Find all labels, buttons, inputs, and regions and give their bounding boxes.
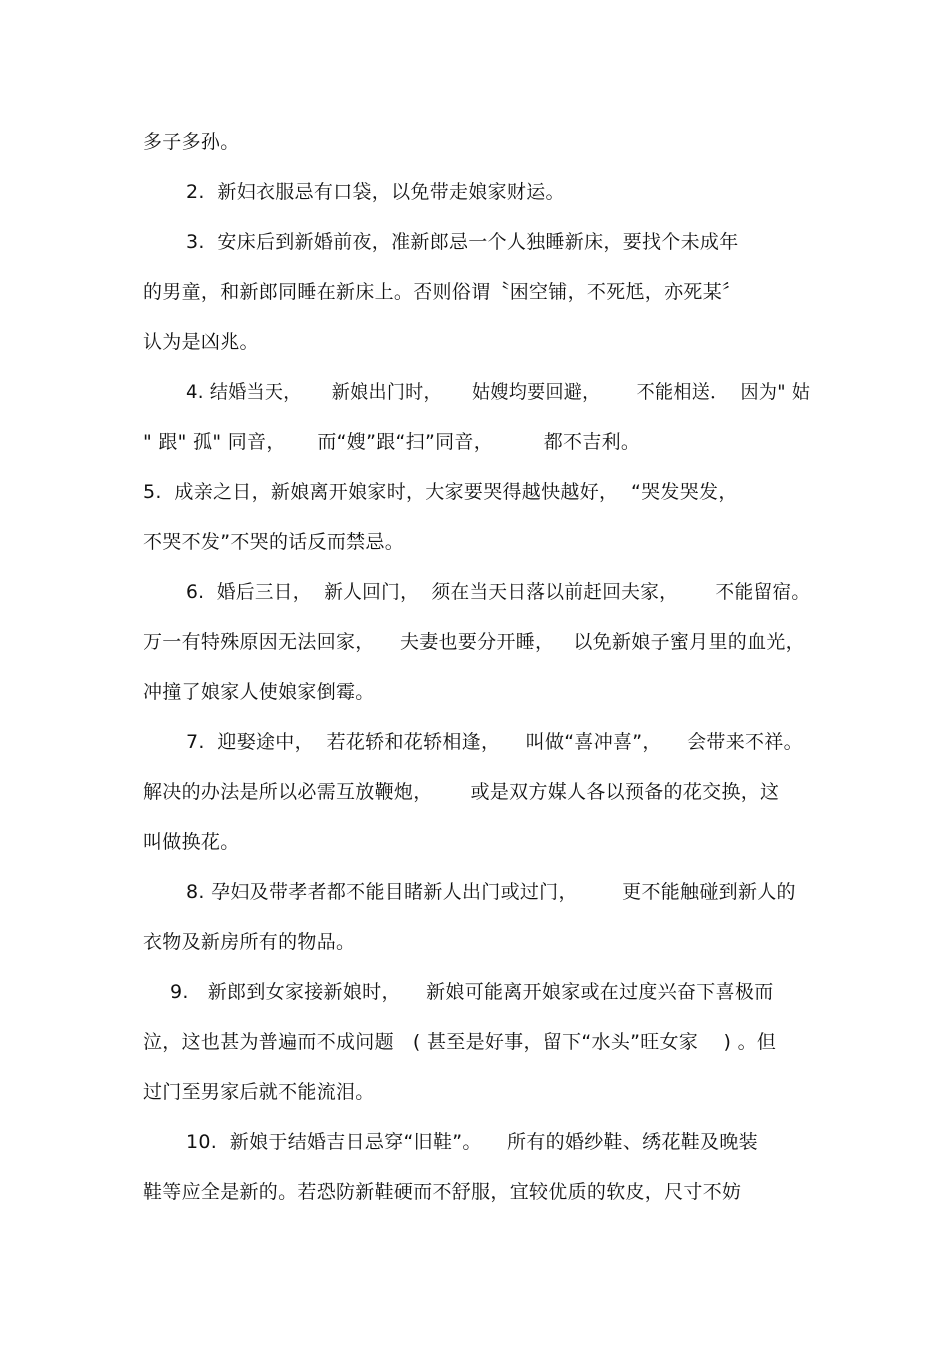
text-line: 叫做换花。 (143, 831, 240, 853)
text-line: 不哭不发”不哭的话反而禁忌。 (143, 531, 405, 553)
text-line: 鞋等应全是新的。若恐防新鞋硬而不舒服，宜较优质的软皮，尺寸不妨 (143, 1181, 742, 1203)
text-line: 泣，这也甚为普遍而不成问题 ( 甚至是好事，留下“水头”旺女家 ) 。但 (143, 1031, 777, 1053)
text-line: 2. 新妇衣服忌有口袋，以免带走娘家财运。 (186, 181, 565, 203)
text-line: 5. 成亲之日，新娘离开娘家时，大家要哭得越快越好， “哭发哭发， (143, 481, 738, 503)
text-line: 过门至男家后就不能流泪。 (143, 1081, 375, 1103)
text-line: " 跟" 孤" 同音， 而“嫂”跟“扫”同音， 都不吉利。 (143, 431, 641, 453)
text-line: 10. 新娘于结婚吉日忌穿“旧鞋”。 所有的婚纱鞋、绣花鞋及晚装 (186, 1131, 758, 1153)
text-line: 4. 结婚当天， 新娘出门时， 姑嫂均要回避， 不能相送． 因为" 姑 (186, 381, 811, 403)
text-line: 多子多孙。 (143, 131, 240, 153)
text-line: 8. 孕妇及带孝者都不能目睹新人出门或过门， 更不能触碰到新人的 (186, 881, 796, 903)
text-line: 7. 迎娶途中， 若花轿和花轿相逢， 叫做“喜冲喜”， 会带来不祥。 (186, 731, 803, 753)
text-line: 认为是凶兆。 (143, 331, 259, 353)
text-line: 3. 安床后到新婚前夜，准新郎忌一个人独睡新床，要找个未成年 (186, 231, 739, 253)
text-line: 6. 婚后三日， 新人回门， 须在当天日落以前赶回夫家， 不能留宿。 (186, 581, 811, 603)
text-line: 9. 新郎到女家接新娘时， 新娘可能离开娘家或在过度兴奋下喜极而 (170, 981, 774, 1003)
text-line: 冲撞了娘家人使娘家倒霉。 (143, 681, 375, 703)
text-line: 解决的办法是所以必需互放鞭炮， 或是双方媒人各以预备的花交换，这 (143, 781, 780, 803)
text-line: 衣物及新房所有的物品。 (143, 931, 356, 953)
text-line: 的男童，和新郎同睡在新床上。否则俗谓〝困空铺，不死尪，亦死某〞 (143, 281, 742, 303)
text-line: 万一有特殊原因无法回家， 夫妻也要分开睡， 以免新娘子蜜月里的血光， (143, 631, 805, 653)
